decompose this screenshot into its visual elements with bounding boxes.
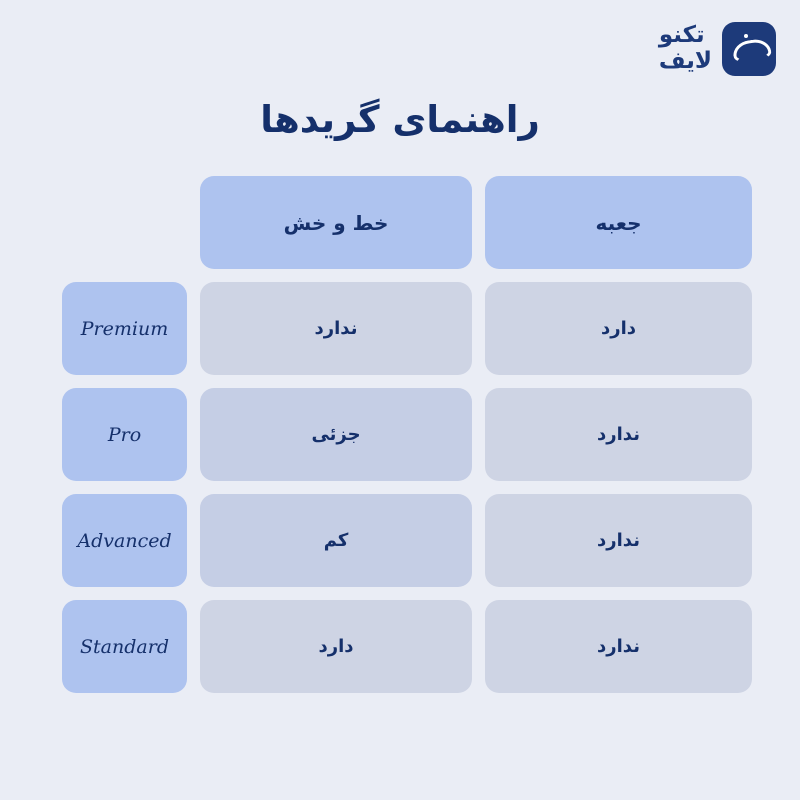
tier-label-standard: Standard <box>62 600 187 693</box>
table-row <box>62 600 752 693</box>
brand-name-line2: لایف <box>658 48 712 74</box>
box-value-pro: ندارد <box>485 388 752 481</box>
brand-name-line1: تکنو <box>658 22 705 49</box>
header-scratch-cell: خط و خش <box>200 176 472 269</box>
table-row <box>62 494 752 587</box>
box-value-premium: دارد <box>485 282 752 375</box>
table-row <box>62 282 752 375</box>
brand-logo <box>659 22 776 76</box>
box-value-advanced: ندارد <box>485 494 752 587</box>
table-header-row <box>62 176 752 269</box>
tier-label-advanced: Advanced <box>62 494 187 587</box>
swoosh-logo-icon <box>722 22 776 76</box>
scratch-value-premium: ندارد <box>200 282 472 375</box>
header-tier-cell <box>62 176 187 269</box>
scratch-value-standard: دارد <box>200 600 472 693</box>
box-value-standard: ندارد <box>485 600 752 693</box>
grades-table <box>62 176 752 693</box>
header-box-cell: جعبه <box>485 176 752 269</box>
table-row <box>62 388 752 481</box>
brand-name <box>659 23 712 75</box>
tier-label-pro: Pro <box>62 388 187 481</box>
tier-label-premium: Premium <box>62 282 187 375</box>
scratch-value-pro: جزئی <box>200 388 472 481</box>
page-title: راهنمای گریدها <box>260 98 540 141</box>
scratch-value-advanced: کم <box>200 494 472 587</box>
